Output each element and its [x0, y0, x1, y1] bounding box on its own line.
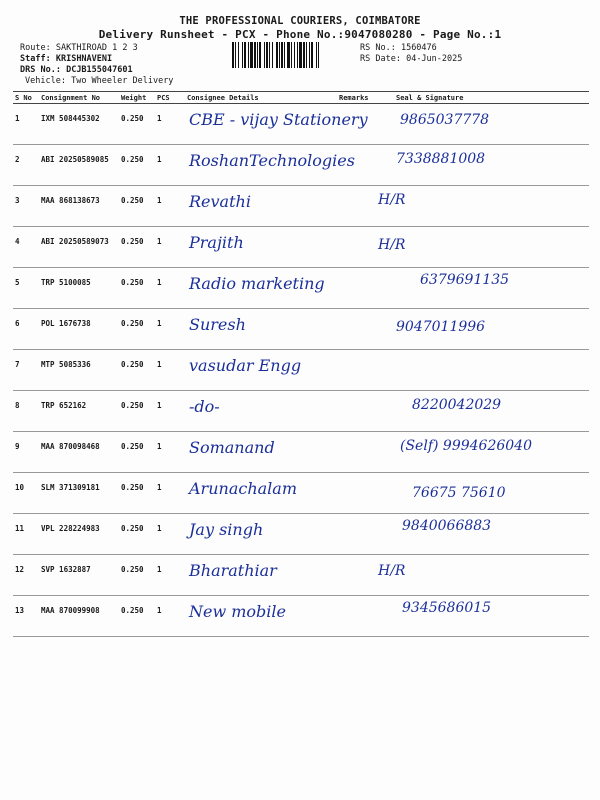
row-sno: 7 [13, 350, 39, 391]
row-sno: 2 [13, 145, 39, 186]
table-row [13, 104, 589, 145]
row-consignment-no: MTP 5085336 [39, 350, 119, 391]
row-signature-handwritten: 8220042029 [412, 397, 502, 413]
row-pcs: 1 [155, 309, 185, 350]
row-signature-handwritten: 76675 75610 [412, 485, 506, 501]
row-consignee-cell [185, 104, 368, 145]
row-signature-cell [372, 514, 589, 555]
row-consignee-cell [185, 514, 337, 555]
barcode-bar [250, 42, 253, 68]
row-consignee-handwritten: -do- [189, 397, 220, 416]
barcode-bar [316, 42, 317, 68]
barcode-bar [281, 42, 283, 68]
row-consignee-handwritten: Bharathiar [189, 561, 277, 580]
row-consignment-no: TRP 5100085 [39, 268, 119, 309]
barcode-bar [303, 42, 305, 68]
row-consignment-no: ABI 20250589073 [39, 227, 119, 268]
row-consignee-handwritten: Arunachalam [189, 479, 297, 498]
barcode-bar [259, 42, 261, 68]
barcode-bar [306, 42, 307, 68]
row-pcs: 1 [155, 432, 185, 473]
row-signature-cell [372, 432, 589, 473]
row-remarks [337, 350, 372, 391]
row-pcs: 1 [155, 350, 185, 391]
company-title: THE PROFESSIONAL COURIERS, COIMBATORE [179, 15, 421, 27]
row-signature-handwritten: H/R [378, 192, 406, 208]
row-sno: 11 [13, 514, 39, 555]
row-pcs: 1 [155, 514, 185, 555]
table-row [13, 309, 589, 350]
row-signature-cell [372, 309, 589, 350]
row-consignment-no: SLM 371309181 [39, 473, 119, 514]
row-consignment-no: POL 1676738 [39, 309, 119, 350]
row-pcs: 1 [155, 391, 185, 432]
row-consignee-cell [185, 432, 337, 473]
row-remarks [337, 514, 372, 555]
table-row [13, 145, 589, 186]
row-signature-cell [372, 391, 589, 432]
row-signature-cell [372, 227, 589, 268]
barcode-bar [264, 42, 265, 68]
row-signature-cell [372, 596, 589, 637]
barcode-bar [287, 42, 290, 68]
row-weight: 0.250 [119, 227, 155, 268]
row-consignee-cell [185, 596, 337, 637]
row-remarks [337, 555, 372, 596]
row-signature-handwritten: 9865037778 [400, 112, 490, 128]
row-pcs: 1 [155, 268, 185, 309]
row-remarks [337, 432, 372, 473]
vehicle-label: Vehicle: [25, 76, 66, 86]
barcode-bar [232, 42, 234, 68]
col-pcs: PCS [155, 92, 185, 104]
vehicle-value: Two Wheeler Delivery [71, 76, 174, 86]
row-signature-handwritten: 9047011996 [396, 319, 486, 335]
row-weight: 0.250 [119, 309, 155, 350]
row-pcs: 1 [155, 473, 185, 514]
row-consignee-handwritten: Suresh [189, 315, 246, 334]
row-consignment-no: TRP 652162 [39, 391, 119, 432]
row-pcs: 1 [155, 145, 185, 186]
row-pcs: 1 [155, 555, 185, 596]
row-remarks [337, 473, 372, 514]
col-consignment: Consignment No [39, 92, 119, 104]
row-consignee-handwritten: CBE - vijay Stationery [189, 110, 368, 129]
table-row [13, 514, 589, 555]
row-signature-cell [372, 473, 589, 514]
route-line [20, 43, 138, 53]
barcode-bar [238, 42, 239, 68]
row-consignee-handwritten: Somanand [189, 438, 275, 457]
row-weight: 0.250 [119, 145, 155, 186]
barcode-bar [276, 42, 278, 68]
row-weight: 0.250 [119, 596, 155, 637]
rs-date-label: RS Date: [360, 54, 401, 64]
row-remarks [337, 309, 372, 350]
barcode-bar [279, 42, 280, 68]
barcode-bar [318, 42, 319, 68]
row-weight: 0.250 [119, 104, 155, 145]
row-signature-cell [372, 268, 589, 309]
table-row [13, 596, 589, 637]
route-value: SAKTHIROAD 1 2 3 [55, 43, 138, 53]
row-sno: 12 [13, 555, 39, 596]
row-remarks [337, 391, 372, 432]
row-consignee-handwritten: RoshanTechnologies [189, 151, 355, 170]
col-remarks: Remarks [337, 92, 372, 104]
col-signature: Seal & Signature [372, 92, 589, 104]
table-row [13, 473, 589, 514]
row-sno: 1 [13, 104, 39, 145]
row-signature-cell [372, 555, 589, 596]
row-pcs: 1 [155, 596, 185, 637]
row-consignee-cell [185, 309, 337, 350]
row-consignment-no: MAA 870099908 [39, 596, 119, 637]
row-weight: 0.250 [119, 432, 155, 473]
row-sno: 10 [13, 473, 39, 514]
row-consignment-no: VPL 228224983 [39, 514, 119, 555]
col-sno: S No [13, 92, 39, 104]
table-row [13, 227, 589, 268]
row-weight: 0.250 [119, 555, 155, 596]
row-pcs: 1 [155, 186, 185, 227]
drs-line [20, 65, 133, 75]
col-consignee: Consignee Details [185, 92, 337, 104]
row-sno: 4 [13, 227, 39, 268]
row-consignment-no: SVP 1632887 [39, 555, 119, 596]
row-signature-handwritten: H/R [378, 237, 406, 253]
barcode-bar [248, 42, 249, 68]
row-remarks [337, 227, 372, 268]
barcode-bar [299, 42, 302, 68]
barcode-bar [269, 42, 270, 68]
row-consignee-handwritten: Radio marketing [189, 274, 325, 293]
row-weight: 0.250 [119, 473, 155, 514]
table-row [13, 268, 589, 309]
table-row [13, 432, 589, 473]
row-consignee-handwritten: New mobile [189, 602, 286, 621]
row-sno: 6 [13, 309, 39, 350]
runsheet-subtitle: Delivery Runsheet - PCX - Phone No.:9047080280 - Page No.:1 [98, 28, 502, 41]
barcode-bar [235, 42, 236, 68]
row-consignee-cell [185, 227, 337, 268]
row-pcs: 1 [155, 104, 185, 145]
drs-value: DCJB155047601 [66, 65, 133, 75]
row-sno: 13 [13, 596, 39, 637]
table-row [13, 350, 589, 391]
row-remarks [337, 186, 372, 227]
row-remarks [337, 268, 372, 309]
table-row [13, 391, 589, 432]
row-signature-handwritten: 9345686015 [402, 600, 492, 616]
row-consignment-no: MAA 870098468 [39, 432, 119, 473]
row-signature-cell [372, 145, 589, 186]
row-signature-cell [372, 350, 589, 391]
row-sno: 5 [13, 268, 39, 309]
table-row [13, 555, 589, 596]
row-signature-handwritten: H/R [378, 563, 406, 579]
row-signature-handwritten: 9840066883 [402, 518, 492, 534]
row-weight: 0.250 [119, 514, 155, 555]
row-signature-handwritten: 7338881008 [396, 151, 486, 167]
row-consignment-no: MAA 868138673 [39, 186, 119, 227]
col-weight: Weight [119, 92, 155, 104]
barcode-bar [272, 42, 273, 68]
barcode-bar [242, 42, 243, 68]
row-consignee-cell [185, 350, 337, 391]
row-sno: 8 [13, 391, 39, 432]
barcode-bar [284, 42, 285, 68]
row-signature-handwritten: 6379691135 [420, 272, 510, 288]
row-consignee-handwritten: Prajith [189, 233, 244, 252]
table-row [13, 186, 589, 227]
row-sno: 9 [13, 432, 39, 473]
staff-label: Staff: [20, 54, 51, 64]
row-consignee-handwritten: vasudar Engg [189, 356, 302, 375]
runsheet-table [13, 91, 589, 637]
barcode-bar [294, 42, 295, 68]
rs-no-label: RS No.: [360, 43, 396, 53]
rs-date-value: 04-Jun-2025 [406, 54, 463, 64]
row-sno: 3 [13, 186, 39, 227]
rs-no-line [360, 43, 437, 53]
barcode-bar [244, 42, 246, 68]
row-weight: 0.250 [119, 268, 155, 309]
barcode-bar [309, 42, 310, 68]
row-weight: 0.250 [119, 350, 155, 391]
rs-date-line [360, 54, 462, 64]
row-pcs: 1 [155, 227, 185, 268]
route-label: Route: [20, 43, 51, 53]
row-signature-handwritten: (Self) 9994626040 [400, 438, 532, 454]
row-remarks [337, 596, 372, 637]
table-header-row [13, 92, 589, 104]
row-signature-cell [372, 186, 589, 227]
barcode-bar [254, 42, 256, 68]
row-consignee-handwritten: Jay singh [189, 520, 264, 539]
row-consignment-no: ABI 20250589085 [39, 145, 119, 186]
row-consignee-cell [185, 186, 337, 227]
row-consignment-no: IXM 508445302 [39, 104, 119, 145]
row-consignee-cell [185, 268, 337, 309]
barcode [232, 42, 356, 68]
barcode-bar [257, 42, 258, 68]
row-signature-cell [372, 104, 589, 145]
staff-value: KRISHNAVENI [55, 54, 113, 64]
barcode-bar [297, 42, 298, 68]
row-weight: 0.250 [119, 391, 155, 432]
row-consignee-cell [185, 145, 355, 186]
row-consignee-cell [185, 555, 337, 596]
rs-no-value: 1560476 [400, 43, 437, 53]
drs-label: DRS No.: [20, 65, 61, 75]
row-weight: 0.250 [119, 186, 155, 227]
vehicle-line [25, 76, 173, 86]
barcode-bar [266, 42, 268, 68]
barcode-bar [291, 42, 292, 68]
barcode-bar [311, 42, 313, 68]
row-consignee-cell [185, 473, 337, 514]
row-consignee-handwritten: Revathi [189, 192, 251, 211]
staff-line [20, 54, 112, 64]
row-consignee-cell [185, 391, 337, 432]
